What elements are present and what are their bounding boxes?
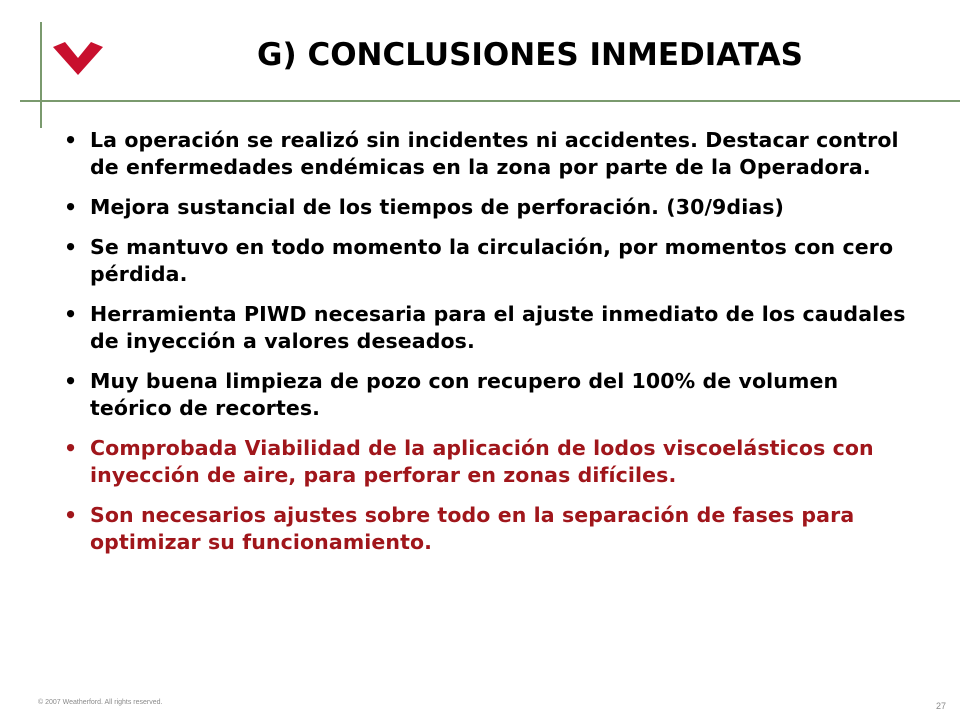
bullet-dot: •	[64, 369, 78, 393]
bullet-dot: •	[64, 195, 78, 219]
bullet-text: Son necesarios ajustes sobre todo en la separación de fases para optimizar su funcionamiento.	[90, 503, 855, 554]
bullet-text: La operación se realizó sin incidentes ni accidentes. Destacar control de enfermedades endémicas en la zona por parte de la Operadora.	[90, 128, 899, 179]
copyright-notice: © 2007 Weatherford. All rights reserved.	[38, 699, 163, 706]
bullet-dot: •	[64, 235, 78, 259]
slide-title: G) CONCLUSIONES INMEDIATAS	[257, 37, 803, 73]
bullet-dot: •	[64, 128, 78, 152]
page-number: 27	[935, 701, 946, 711]
bullet-item	[62, 234, 912, 288]
bullet-item-highlight	[62, 502, 912, 556]
horizontal-rule	[20, 100, 960, 102]
weatherford-w-logo-icon	[52, 38, 104, 78]
bullet-item-highlight	[62, 435, 912, 489]
bullet-dot: •	[64, 503, 78, 527]
bullet-text: Mejora sustancial de los tiempos de perforación. (30/9dias)	[90, 195, 785, 219]
bullet-item	[62, 194, 912, 221]
bullet-dot: •	[64, 302, 78, 326]
bullet-text: Comprobada Viabilidad de la aplicación de lodos viscoelásticos con inyección de aire, para perforar en zonas difíciles.	[90, 436, 874, 487]
bullet-item	[62, 301, 912, 355]
bullet-text: Muy buena limpieza de pozo con recupero del 100% de volumen teórico de recortes.	[90, 369, 839, 420]
bullet-text: Se mantuvo en todo momento la circulación, por momentos con cero pérdida.	[90, 235, 894, 286]
vertical-rule	[40, 22, 42, 128]
bullet-text: Herramienta PIWD necesaria para el ajuste inmediato de los caudales de inyección a valores deseados.	[90, 302, 906, 353]
bullet-item	[62, 127, 912, 181]
bullet-dot: •	[64, 436, 78, 460]
bullet-item	[62, 368, 912, 422]
bullet-list	[62, 127, 912, 569]
